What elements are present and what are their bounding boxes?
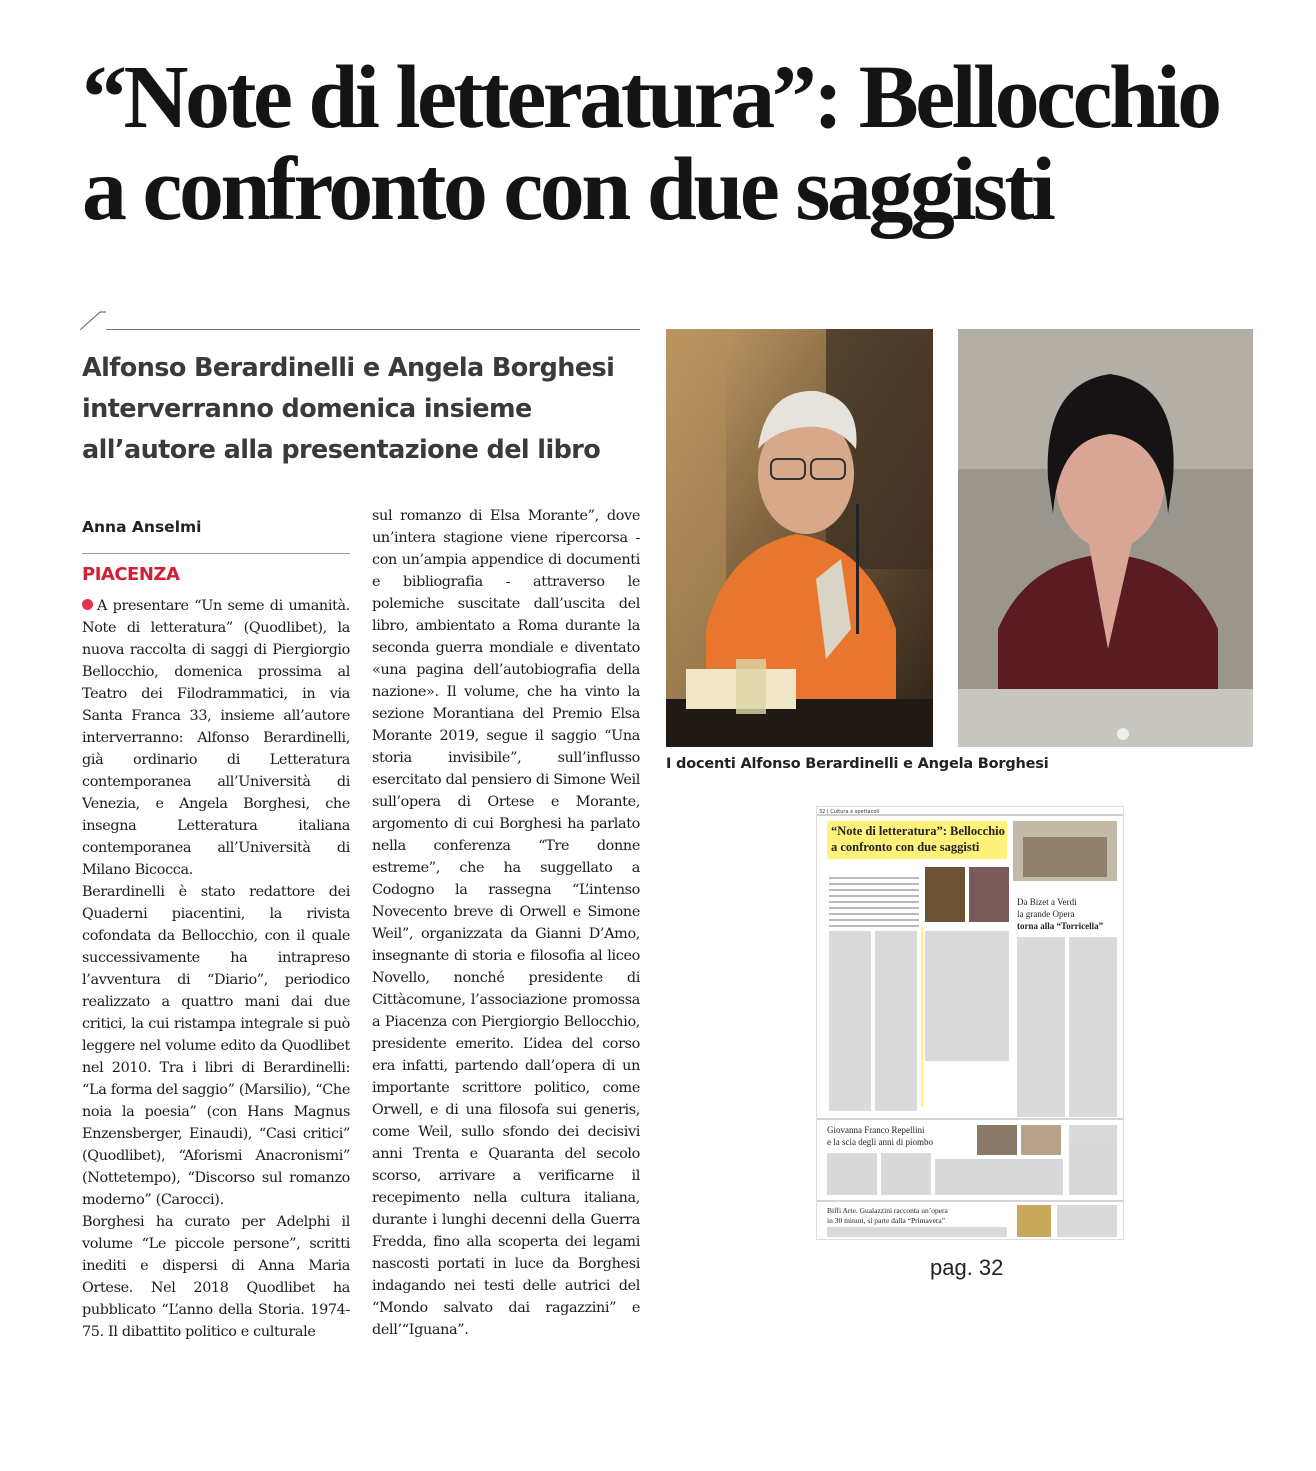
article-paragraph: Borghesi ha curato per Adelphi il volume “Le piccole persone”, scritti inediti e dispersi di Anna Maria Ortese. Nel 2018 Quodlibet ha pubblicato “L’anno della Storia. 1974-75. Il dibattito politico e culturale bbox=[82, 1214, 350, 1340]
subtitle bbox=[82, 348, 642, 471]
article-paragraph: sul romanzo di Elsa Morante”, dove un’intera stagione viene ripercorsa - con un’ampia appendice di documenti e bibliografia - attraverso le polemiche suscitate dall’uscita del libro, ambientato a Roma durante la seconda guerra mondiale e diventato «una pagina dell’autobiografia della nazione». Il volume, che ha vinto la sezione Morantiana del Premio Elsa Morante 2019, segue il saggio “Una storia invisibile”, sull’influsso esercitato dal pensiero di Simone Weil sull’opera di Ortese e Morante, argomento di cui Borghesi ha parlato nella conferenza “Tre donne estreme”, che ha suggellato a Codogno la rassegna “L’intenso Novecento breve di Orwell e Simone Weil”, organizzata da Gianni D’Amo, insegnante di storia e filosofia al liceo Novello, nonché presidente di Cittàcomune, l’associazione promossa a Piacenza con Piergiorgio Bellocchio, presidente emerito. L’idea del corso era infatti, partendo dall’opera di un importante scrittore politico, come Orwell, e di una filosofa sui generis, come Weil, sullo sfondo dei decisivi anni Trenta e Quaranta del secolo scorso, arrivare a verificarne il recepimento nella cultura italiana, durante i lunghi decenni della Guerra Fredda, fino alla scoperta dei legami nascosti portati in luce da Borghesi indagando nei testi delle autrici del “Mondo salvato dai ragazzini” e dell’“Iguana”. bbox=[372, 508, 640, 1338]
headline bbox=[82, 48, 1282, 239]
section-rule bbox=[106, 329, 640, 330]
headline-line-1: “Note di letteratura”: Bellocchio bbox=[82, 48, 1219, 147]
article-lead-paragraph bbox=[82, 595, 350, 881]
thumb-page-label: 32 | Cultura e spettacoli bbox=[819, 809, 880, 815]
thumb-story3-title-1: Biffi Arte. Gualazzini racconta un’opera bbox=[827, 1206, 948, 1215]
portrait-woman-illustration bbox=[958, 329, 1253, 747]
article-paragraph: Berardinelli è stato redattore dei Quaderni piacentini, la rivista cofondata da Bellocchio, con il quale successivamente ha intrapreso l’avventura di “Diario”, periodico realizzato a quattro mani dai due critici, la cui ristampa integrale si può leggere nel volume edito da Quodlibet nel 2010. Tra i libri di Berardinelli: “La forma del saggio” (Marsilio), “Che noia la poesia” (con Hans Magnus Enzensberger, Einaudi), “Casi critici” (Quodlibet), “Aforismi Anacronismi” (Nottetempo), “Discorso sul romanzo moderno” (Carocci). bbox=[82, 884, 350, 1208]
thumb-side-title-2: la grande Opera bbox=[1017, 909, 1075, 919]
portrait-man-illustration bbox=[666, 329, 933, 747]
thumb-headline-1: “Note di letteratura”: Bellocchio bbox=[831, 824, 1005, 838]
byline-rule bbox=[82, 553, 350, 554]
photo-caption: I docenti Alfonso Berardinelli e Angela Borghesi bbox=[666, 756, 1049, 772]
rule-corner-mark bbox=[80, 310, 106, 330]
page-thumbnail-illustration bbox=[817, 807, 1123, 1239]
thumb-story2-title-1: Giovanna Franco Repellini bbox=[827, 1125, 925, 1135]
photo-borghesi bbox=[958, 329, 1253, 747]
page-thumbnail bbox=[816, 806, 1124, 1240]
bullet-icon bbox=[82, 599, 93, 610]
dateline: PIACENZA bbox=[82, 564, 180, 585]
page-number: pag. 32 bbox=[930, 1255, 1004, 1280]
article-column-1 bbox=[82, 595, 350, 1343]
subtitle-line-1: Alfonso Berardinelli e Angela Borghesi bbox=[82, 353, 615, 383]
byline: Anna Anselmi bbox=[82, 518, 202, 536]
thumb-story3-title-2: in 30 minuti, si parte dalla “Primavera” bbox=[827, 1216, 946, 1225]
headline-line-2: a confronto con due saggisti bbox=[82, 140, 1053, 239]
article-column-2 bbox=[372, 505, 640, 1341]
lead-text: A presentare “Un seme di umanità. Note di letteratura” (Quodlibet), la nuova raccolta di saggi di Piergiorgio Bellocchio, domenica prossima al Teatro dei Filodrammatici, in via Santa Franca 33, insieme all’autore interverranno: Alfonso Berardinelli, già ordinario di Letteratura contemporanea all’Università di Venezia, e Angela Borghesi, che insegna Letteratura italiana contemporanea all’Università di Milano Bicocca. bbox=[82, 598, 350, 878]
thumb-headline-2: a confronto con due saggisti bbox=[831, 840, 980, 854]
subtitle-line-2: interverranno domenica insieme bbox=[82, 394, 532, 424]
photo-berardinelli bbox=[666, 329, 933, 747]
thumb-side-title-1: Da Bizet a Verdi bbox=[1017, 897, 1077, 907]
thumb-story2-title-2: e la scia degli anni di piombo bbox=[827, 1137, 933, 1147]
thumb-side-title-3: torna alla “Torricella” bbox=[1017, 921, 1104, 931]
subtitle-line-3: all’autore alla presentazione del libro bbox=[82, 435, 601, 465]
